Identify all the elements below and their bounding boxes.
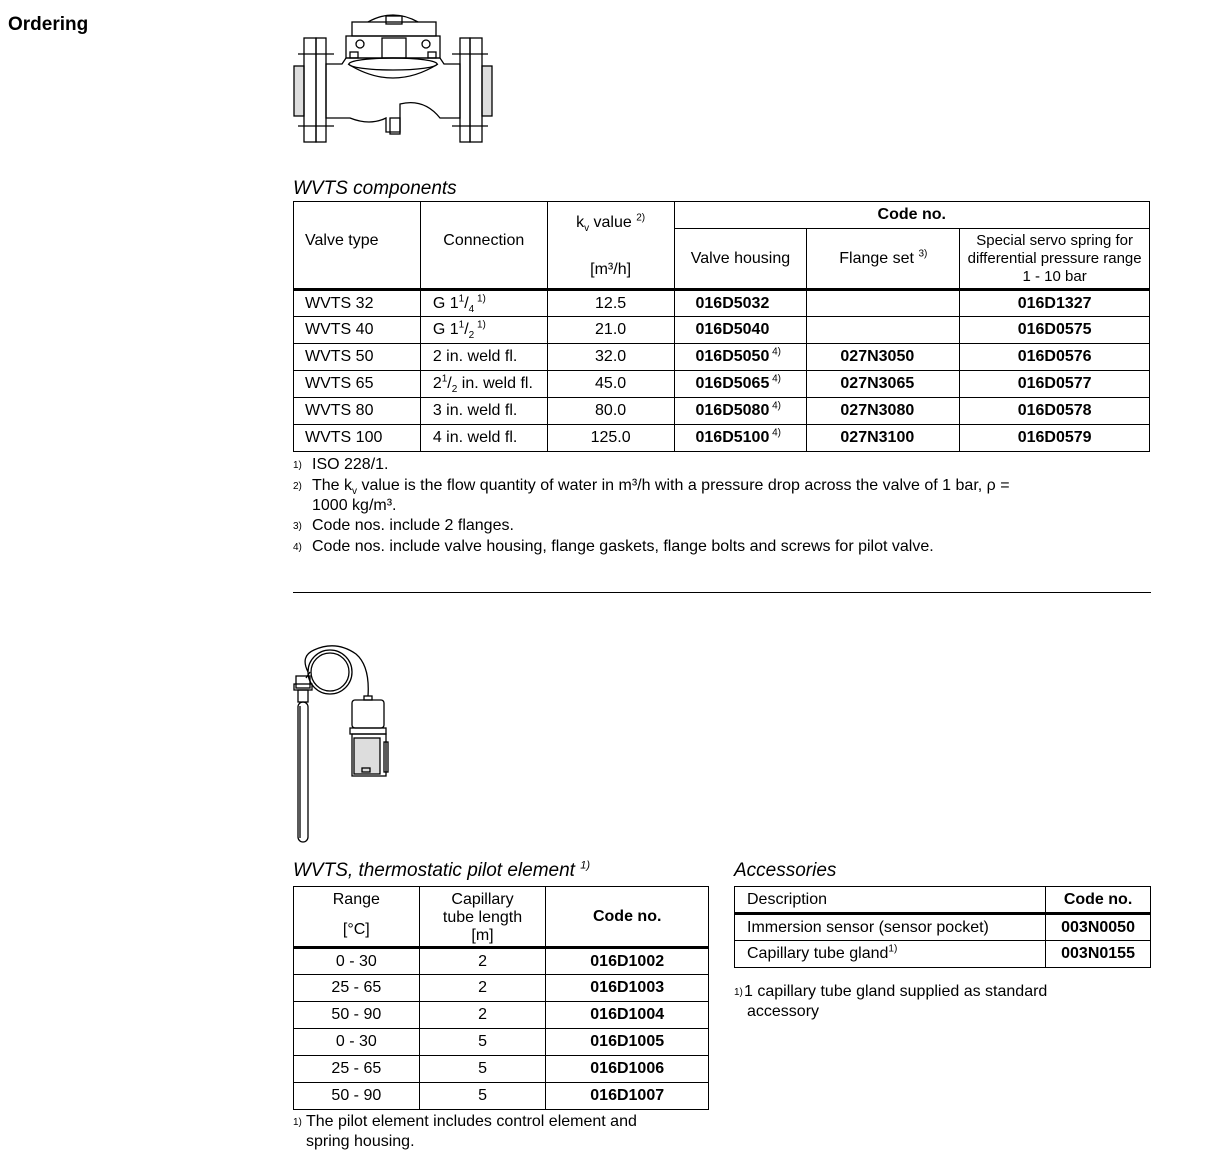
header-flange-label: Flange set <box>839 249 919 267</box>
table-row <box>294 975 709 1002</box>
cell-length: 2 <box>419 975 546 1002</box>
cell-valve-type: WVTS 40 <box>294 317 421 344</box>
cell-servo-spring: 016D0577 <box>960 371 1150 398</box>
cell-kv: 80.0 <box>547 398 674 425</box>
cell-code: 016D1002 <box>546 948 709 975</box>
note-2-text <box>312 476 1010 516</box>
housing-note: 4) <box>769 400 782 412</box>
note-1-num: 1) <box>293 460 302 471</box>
pilot-header-code: Code no. <box>546 887 709 948</box>
housing-note: 4) <box>769 346 782 358</box>
pilot-header-capillary <box>419 887 546 948</box>
table-row <box>735 941 1151 968</box>
accessories-note-num: 1) <box>734 987 743 998</box>
cell-valve-housing <box>674 317 807 344</box>
cell-flange-set <box>807 317 960 344</box>
cell-flange-set: 027N3050 <box>807 344 960 371</box>
accessories-header-row <box>735 887 1151 914</box>
cell-servo-spring: 016D0579 <box>960 425 1150 452</box>
accessories-header-code: Code no. <box>1046 887 1151 914</box>
cell-connection <box>420 317 547 344</box>
header-kv-unit: [m³/h] <box>590 261 632 278</box>
housing-code: 016D5050 <box>695 348 770 365</box>
accessories-caption: Accessories <box>734 860 837 881</box>
housing-code: 016D5065 <box>695 375 770 392</box>
cell-range: 25 - 65 <box>294 975 420 1002</box>
cell-valve-type: WVTS 50 <box>294 344 421 371</box>
table-row <box>294 1002 709 1029</box>
cell-description <box>735 914 1046 941</box>
conn-main: G 1 <box>432 294 459 312</box>
header-flange-note: 3) <box>918 248 928 260</box>
conn-note: 1) <box>474 319 486 331</box>
cell-flange-set: 027N3065 <box>807 371 960 398</box>
cell-description <box>735 941 1046 968</box>
header-kv-k: k <box>576 214 585 231</box>
pilot-note-text <box>306 1112 637 1152</box>
table-row <box>294 1083 709 1110</box>
cell-length: 5 <box>419 1083 546 1110</box>
cell-servo-spring: 016D1327 <box>960 290 1150 317</box>
housing-code: 016D5040 <box>695 321 770 338</box>
pilot-header-cap-unit: [m] <box>471 927 494 944</box>
pilot-header-cap-line1: Capillary <box>451 891 514 908</box>
cell-range: 0 - 30 <box>294 1029 420 1056</box>
accessories-note-line1: 1 capillary tube gland supplied as standard <box>744 983 1048 1000</box>
conn-slash: / <box>464 321 469 338</box>
cell-servo-spring: 016D0576 <box>960 344 1150 371</box>
table-row <box>735 914 1151 941</box>
header-valve-type: Valve type <box>294 202 421 290</box>
description-note: 1) <box>888 943 898 955</box>
pilot-note-num: 1) <box>293 1117 302 1128</box>
cell-kv: 21.0 <box>547 317 674 344</box>
pilot-table <box>293 886 709 1110</box>
table-row <box>294 398 1150 425</box>
section-divider <box>293 592 1151 593</box>
pilot-header-range <box>294 887 420 948</box>
servo-line-1: Special servo spring for <box>976 231 1133 249</box>
conn-slash: / <box>464 294 469 312</box>
pilot-note-line2: spring housing. <box>306 1133 415 1150</box>
table-row <box>294 948 709 975</box>
table-row <box>294 344 1150 371</box>
cell-code: 016D1007 <box>546 1083 709 1110</box>
pilot-note <box>293 1112 713 1152</box>
conn-main: 4 in. weld fl. <box>432 429 518 446</box>
table-row <box>294 290 1150 317</box>
note-2 <box>293 476 1153 516</box>
description-text: Capillary tube gland <box>747 945 889 962</box>
cell-servo-spring: 016D0578 <box>960 398 1150 425</box>
cell-flange-set: 027N3080 <box>807 398 960 425</box>
cell-range: 0 - 30 <box>294 948 420 975</box>
conn-sub: 2 <box>451 384 458 396</box>
note-3-num: 3) <box>293 521 302 532</box>
cell-kv: 32.0 <box>547 344 674 371</box>
note-4 <box>293 537 1153 558</box>
cell-range: 50 - 90 <box>294 1083 420 1110</box>
conn-slash: / <box>447 375 452 392</box>
table-row <box>294 317 1150 344</box>
conn-sup: 1 <box>458 319 465 331</box>
conn-main: 2 <box>432 375 442 392</box>
servo-line-3: 1 - 10 bar <box>1022 267 1087 285</box>
note-2-num: 2) <box>293 481 302 492</box>
pilot-header-range-unit: [°C] <box>342 921 370 938</box>
cell-kv: 125.0 <box>547 425 674 452</box>
cell-valve-type: WVTS 32 <box>294 290 421 317</box>
cell-code: 003N0155 <box>1046 941 1151 968</box>
cell-valve-type: WVTS 100 <box>294 425 421 452</box>
cell-length: 5 <box>419 1029 546 1056</box>
header-connection: Connection <box>420 202 547 290</box>
pilot-header-cap-line2: tube length <box>442 909 523 926</box>
table-row <box>294 425 1150 452</box>
cell-length: 5 <box>419 1056 546 1083</box>
conn-sub: 2 <box>468 330 475 342</box>
conn-main: 2 in. weld fl. <box>432 348 518 365</box>
pilot-caption-text: WVTS, thermostatic pilot element <box>293 860 581 881</box>
conn-main: G 1 <box>432 321 459 338</box>
cell-connection <box>420 425 547 452</box>
cell-length: 2 <box>419 1002 546 1029</box>
pilot-header-range-label: Range <box>332 891 380 908</box>
header-code-no: Code no. <box>674 202 1150 229</box>
components-notes <box>293 455 1153 558</box>
cell-connection <box>420 290 547 317</box>
accessories-note-text <box>744 982 1047 1022</box>
note-2-text-c: 1000 kg/m³. <box>312 497 397 514</box>
note-2-text-sub: v <box>352 486 358 498</box>
note-4-text: Code nos. include valve housing, flange gaskets, flange bolts and screws for pilot valve. <box>312 538 934 555</box>
housing-code: 016D5080 <box>695 402 770 419</box>
housing-code: 016D5032 <box>695 294 770 312</box>
cell-valve-type: WVTS 80 <box>294 398 421 425</box>
cell-valve-housing <box>674 425 807 452</box>
pilot-caption-note: 1) <box>580 859 590 872</box>
cell-flange-set <box>807 290 960 317</box>
servo-line-2: differential pressure range <box>967 249 1142 267</box>
pilot-note-line1: The pilot element includes control element and <box>306 1113 637 1130</box>
cell-valve-housing <box>674 371 807 398</box>
table-row <box>294 371 1150 398</box>
description-text: Immersion sensor (sensor pocket) <box>747 918 989 936</box>
note-2-text-a: The k <box>312 477 353 494</box>
accessories-note-line2: accessory <box>747 1003 820 1020</box>
header-servo-spring <box>960 229 1150 290</box>
note-1-text: ISO 228/1. <box>312 456 389 473</box>
components-caption: WVTS components <box>293 178 457 199</box>
note-1 <box>293 455 1153 476</box>
accessories-note-row <box>734 982 1154 1022</box>
note-3-text: Code nos. include 2 flanges. <box>312 517 514 534</box>
components-header-row <box>294 202 1150 229</box>
cell-valve-type: WVTS 65 <box>294 371 421 398</box>
cell-code: 016D1004 <box>546 1002 709 1029</box>
header-kv-value <box>547 202 674 290</box>
cell-connection <box>420 371 547 398</box>
cell-kv: 12.5 <box>547 290 674 317</box>
conn-rest: in. weld fl. <box>457 375 533 392</box>
cell-kv: 45.0 <box>547 371 674 398</box>
accessories-table <box>734 886 1151 968</box>
note-4-num: 4) <box>293 542 302 553</box>
cell-code: 003N0050 <box>1046 914 1151 941</box>
pilot-note-row <box>293 1112 713 1152</box>
housing-note: 4) <box>769 427 782 439</box>
accessories-header-description: Description <box>735 887 1046 914</box>
cell-code: 016D1005 <box>546 1029 709 1056</box>
cell-code: 016D1003 <box>546 975 709 1002</box>
valve-drawing <box>290 14 496 146</box>
conn-main: 3 in. weld fl. <box>432 402 518 419</box>
pilot-caption <box>293 860 590 882</box>
conn-sup: 1 <box>441 373 448 385</box>
cell-valve-housing <box>674 344 807 371</box>
cell-length: 2 <box>419 948 546 975</box>
header-valve-housing: Valve housing <box>674 229 807 290</box>
pilot-element-drawing <box>290 644 394 846</box>
cell-code: 016D1006 <box>546 1056 709 1083</box>
components-table <box>293 201 1150 452</box>
cell-range: 25 - 65 <box>294 1056 420 1083</box>
cell-valve-housing <box>674 290 807 317</box>
note-3 <box>293 516 1153 537</box>
header-kv-sub: v <box>584 223 590 235</box>
header-kv-note: 2) <box>636 212 646 224</box>
cell-connection <box>420 398 547 425</box>
accessories-note <box>734 982 1154 1022</box>
conn-sub: 4 <box>468 303 475 315</box>
cell-valve-housing <box>674 398 807 425</box>
housing-code: 016D5100 <box>695 429 770 446</box>
note-2-text-b: value is the flow quantity of water in m³/h with a pressure drop across the valve of 1 bar, ρ = <box>357 477 1010 494</box>
section-title: Ordering <box>8 14 89 35</box>
pilot-header-row <box>294 887 709 948</box>
table-row <box>294 1029 709 1056</box>
header-flange-set <box>807 229 960 290</box>
cell-flange-set: 027N3100 <box>807 425 960 452</box>
cell-range: 50 - 90 <box>294 1002 420 1029</box>
cell-servo-spring: 016D0575 <box>960 317 1150 344</box>
table-row <box>294 1056 709 1083</box>
header-kv-label: value <box>589 214 637 231</box>
housing-note: 4) <box>769 373 782 385</box>
conn-sup: 1 <box>458 293 465 305</box>
cell-connection <box>420 344 547 371</box>
conn-note: 1) <box>474 293 486 305</box>
